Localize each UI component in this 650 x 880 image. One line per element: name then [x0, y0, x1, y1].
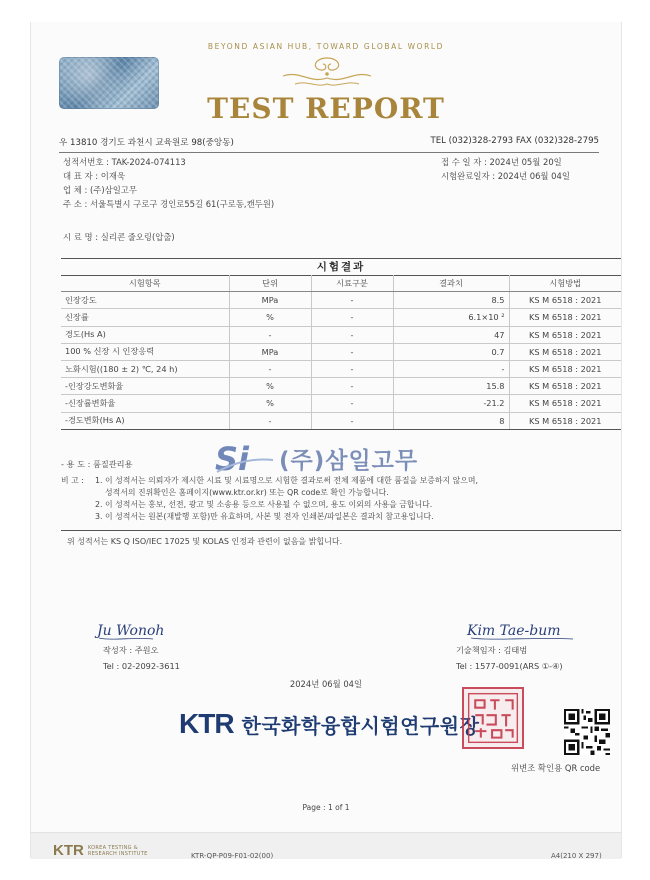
certification-note: 위 성적서는 KS Q ISO/IEC 17025 및 KOLAS 인정과 관련이 없음을 밝힙니다. — [67, 537, 343, 546]
cell-result: 15.8 — [393, 378, 509, 395]
manager-name: 기술책임자 : 김태범 — [456, 645, 528, 655]
cell-sample: - — [311, 412, 393, 429]
cell-unit: - — [229, 326, 311, 343]
column-header: 시험항목 — [61, 275, 229, 292]
table-header-row — [61, 275, 621, 292]
watermark-company: (주)삼일고무 — [279, 447, 419, 474]
meta-row-ceo: 대 표 자 : 이재욱 — [63, 171, 126, 181]
cell-method: KS M 6518 : 2021 — [509, 378, 621, 395]
cell-method: KS M 6518 : 2021 — [509, 360, 621, 377]
author-name: 작성자 : 주원오 — [103, 645, 159, 655]
divider — [61, 530, 621, 531]
cell-sample: - — [311, 378, 393, 395]
cell-unit: - — [229, 360, 311, 377]
table-row — [61, 378, 621, 395]
svg-text:Ju Wonoh: Ju Wonoh — [97, 623, 165, 639]
client-info — [63, 155, 274, 211]
report-page — [30, 22, 622, 858]
cell-method: KS M 6518 : 2021 — [509, 412, 621, 429]
remarks — [61, 475, 621, 523]
footer-institute-name: KOREA TESTING & RESEARCH INSTITUTE — [87, 844, 148, 857]
cell-method: KS M 6518 : 2021 — [509, 395, 621, 412]
table-row — [61, 343, 621, 360]
cell-item: 신장률 — [61, 309, 229, 326]
author-info — [103, 642, 180, 674]
sample-name: 시 료 명 : 실리콘 줄오링(압출) — [63, 232, 175, 242]
remark-line: 3. 이 성적서는 원본(재발행 포함)만 유효하며, 사본 및 전자 인쇄본/파일본은 결과치 참고용입니다. — [95, 512, 434, 521]
si-logo-icon — [213, 440, 275, 476]
svg-text:Si: Si — [215, 440, 250, 476]
issue-date: 2024년 06월 04일 — [289, 679, 363, 689]
footer-logo — [53, 842, 148, 859]
institute-tel-fax: TEL (032)328-2793 FAX (032)328-2795 — [430, 136, 599, 146]
institute-logo — [179, 708, 479, 740]
cell-sample: - — [311, 309, 393, 326]
cell-item: 인장강도 — [61, 292, 229, 309]
date-info — [441, 155, 570, 183]
cell-result: 8 — [393, 412, 509, 429]
form-code: KTR-QP-P09-F01-02(00) — [191, 852, 274, 860]
results-table — [61, 275, 621, 430]
remark-line: 1. 이 성적서는 의뢰자가 제시한 시료 및 시료명으로 시험한 결과로써 전체 제품에 대한 품질을 보증하지 않으며, — [95, 476, 479, 485]
cell-item: 노화시험((180 ± 2) ℃, 24 h) — [61, 360, 229, 377]
manager-tel: Tel : 1577-0091(ARS ①-④) — [456, 661, 563, 671]
cell-unit: % — [229, 378, 311, 395]
institute-address: 우 13810 경기도 과천시 교육원로 98(중앙동) — [59, 138, 234, 148]
cell-item: -신장률변화율 — [61, 395, 229, 412]
official-seal-icon — [462, 687, 524, 749]
cell-sample: - — [311, 292, 393, 309]
page-number: Page : 1 of 1 — [302, 803, 350, 812]
author-signature — [93, 616, 233, 642]
cell-unit: MPa — [229, 343, 311, 360]
page-title: TEST REPORT — [207, 92, 445, 125]
cell-sample: - — [311, 343, 393, 360]
column-header: 시료구분 — [311, 275, 393, 292]
cell-item: -경도변화(Hs A) — [61, 412, 229, 429]
usage: - 용 도 : 품질관리용 — [61, 459, 133, 469]
cell-result: -21.2 — [393, 395, 509, 412]
cell-unit: % — [229, 309, 311, 326]
cell-unit: % — [229, 395, 311, 412]
author-tel: Tel : 02-2092-3611 — [103, 661, 180, 671]
ktr-logo-mark: KTR — [179, 708, 234, 739]
cell-method: KS M 6518 : 2021 — [509, 309, 621, 326]
qr-code-icon — [564, 709, 610, 755]
institute-name: 한국화학융합시험연구원장 — [241, 713, 480, 738]
table-row — [61, 309, 621, 326]
cell-method: KS M 6518 : 2021 — [509, 292, 621, 309]
table-row — [61, 360, 621, 377]
meta-row-report-no: 성적서번호 : TAK-2024-074113 — [63, 157, 186, 167]
cell-sample: - — [311, 395, 393, 412]
results-title: 시험결과 — [61, 258, 621, 276]
address-row — [59, 136, 599, 153]
meta-row-completed: 시험완료일자 : 2024년 06월 04일 — [441, 171, 570, 181]
column-header: 결과치 — [393, 275, 509, 292]
remarks-label: 비 고 : — [61, 476, 84, 485]
meta-row-company: 업 체 : (주)삼일고무 — [63, 185, 137, 195]
column-header: 시험방법 — [509, 275, 621, 292]
gold-ornament-icon — [275, 54, 379, 94]
slogan: BEYOND ASIAN HUB, TOWARD GLOBAL WORLD — [207, 42, 445, 51]
table-row — [61, 412, 621, 429]
table-row — [61, 395, 621, 412]
svg-text:Kim Tae-bum: Kim Tae-bum — [467, 623, 561, 639]
cell-item: 100 % 신장 시 인장응력 — [61, 343, 229, 360]
qr-caption: 위변조 확인용 QR code — [511, 763, 601, 773]
cell-result: 47 — [393, 326, 509, 343]
cell-item: -인장강도변화율 — [61, 378, 229, 395]
paper-size: A4(210 X 297) — [551, 852, 602, 860]
footer-logo-mark: KTR — [53, 842, 84, 859]
cell-sample: - — [311, 360, 393, 377]
cell-unit: - — [229, 412, 311, 429]
meta-row-address: 주 소 : 서울특별시 구로구 경인로55길 61(구로동,캔두원) — [63, 199, 275, 209]
table-row — [61, 326, 621, 343]
company-watermark — [213, 438, 418, 478]
manager-signature — [463, 616, 603, 642]
remark-line: 성적서의 진위확인은 홈페이지(www.ktr.or.kr) 또는 QR code로 확인 가능합니다. — [105, 488, 389, 497]
meta-row-received: 접 수 일 자 : 2024년 05월 20일 — [441, 157, 562, 167]
cell-method: KS M 6518 : 2021 — [509, 343, 621, 360]
cell-unit: MPa — [229, 292, 311, 309]
cell-sample: - — [311, 326, 393, 343]
column-header: 단위 — [229, 275, 311, 292]
manager-info — [456, 642, 563, 674]
cell-result: 6.1×10 ² — [393, 309, 509, 326]
cell-result: 8.5 — [393, 292, 509, 309]
cell-item: 경도(Hs A) — [61, 326, 229, 343]
remark-line: 2. 이 성적서는 홍보, 선전, 광고 및 소송용 등으로 사용될 수 없으며, 용도 이외의 사용을 금합니다. — [95, 500, 433, 509]
table-row — [61, 292, 621, 309]
cell-result: 0.7 — [393, 343, 509, 360]
cell-method: KS M 6518 : 2021 — [509, 326, 621, 343]
cell-result: - — [393, 360, 509, 377]
